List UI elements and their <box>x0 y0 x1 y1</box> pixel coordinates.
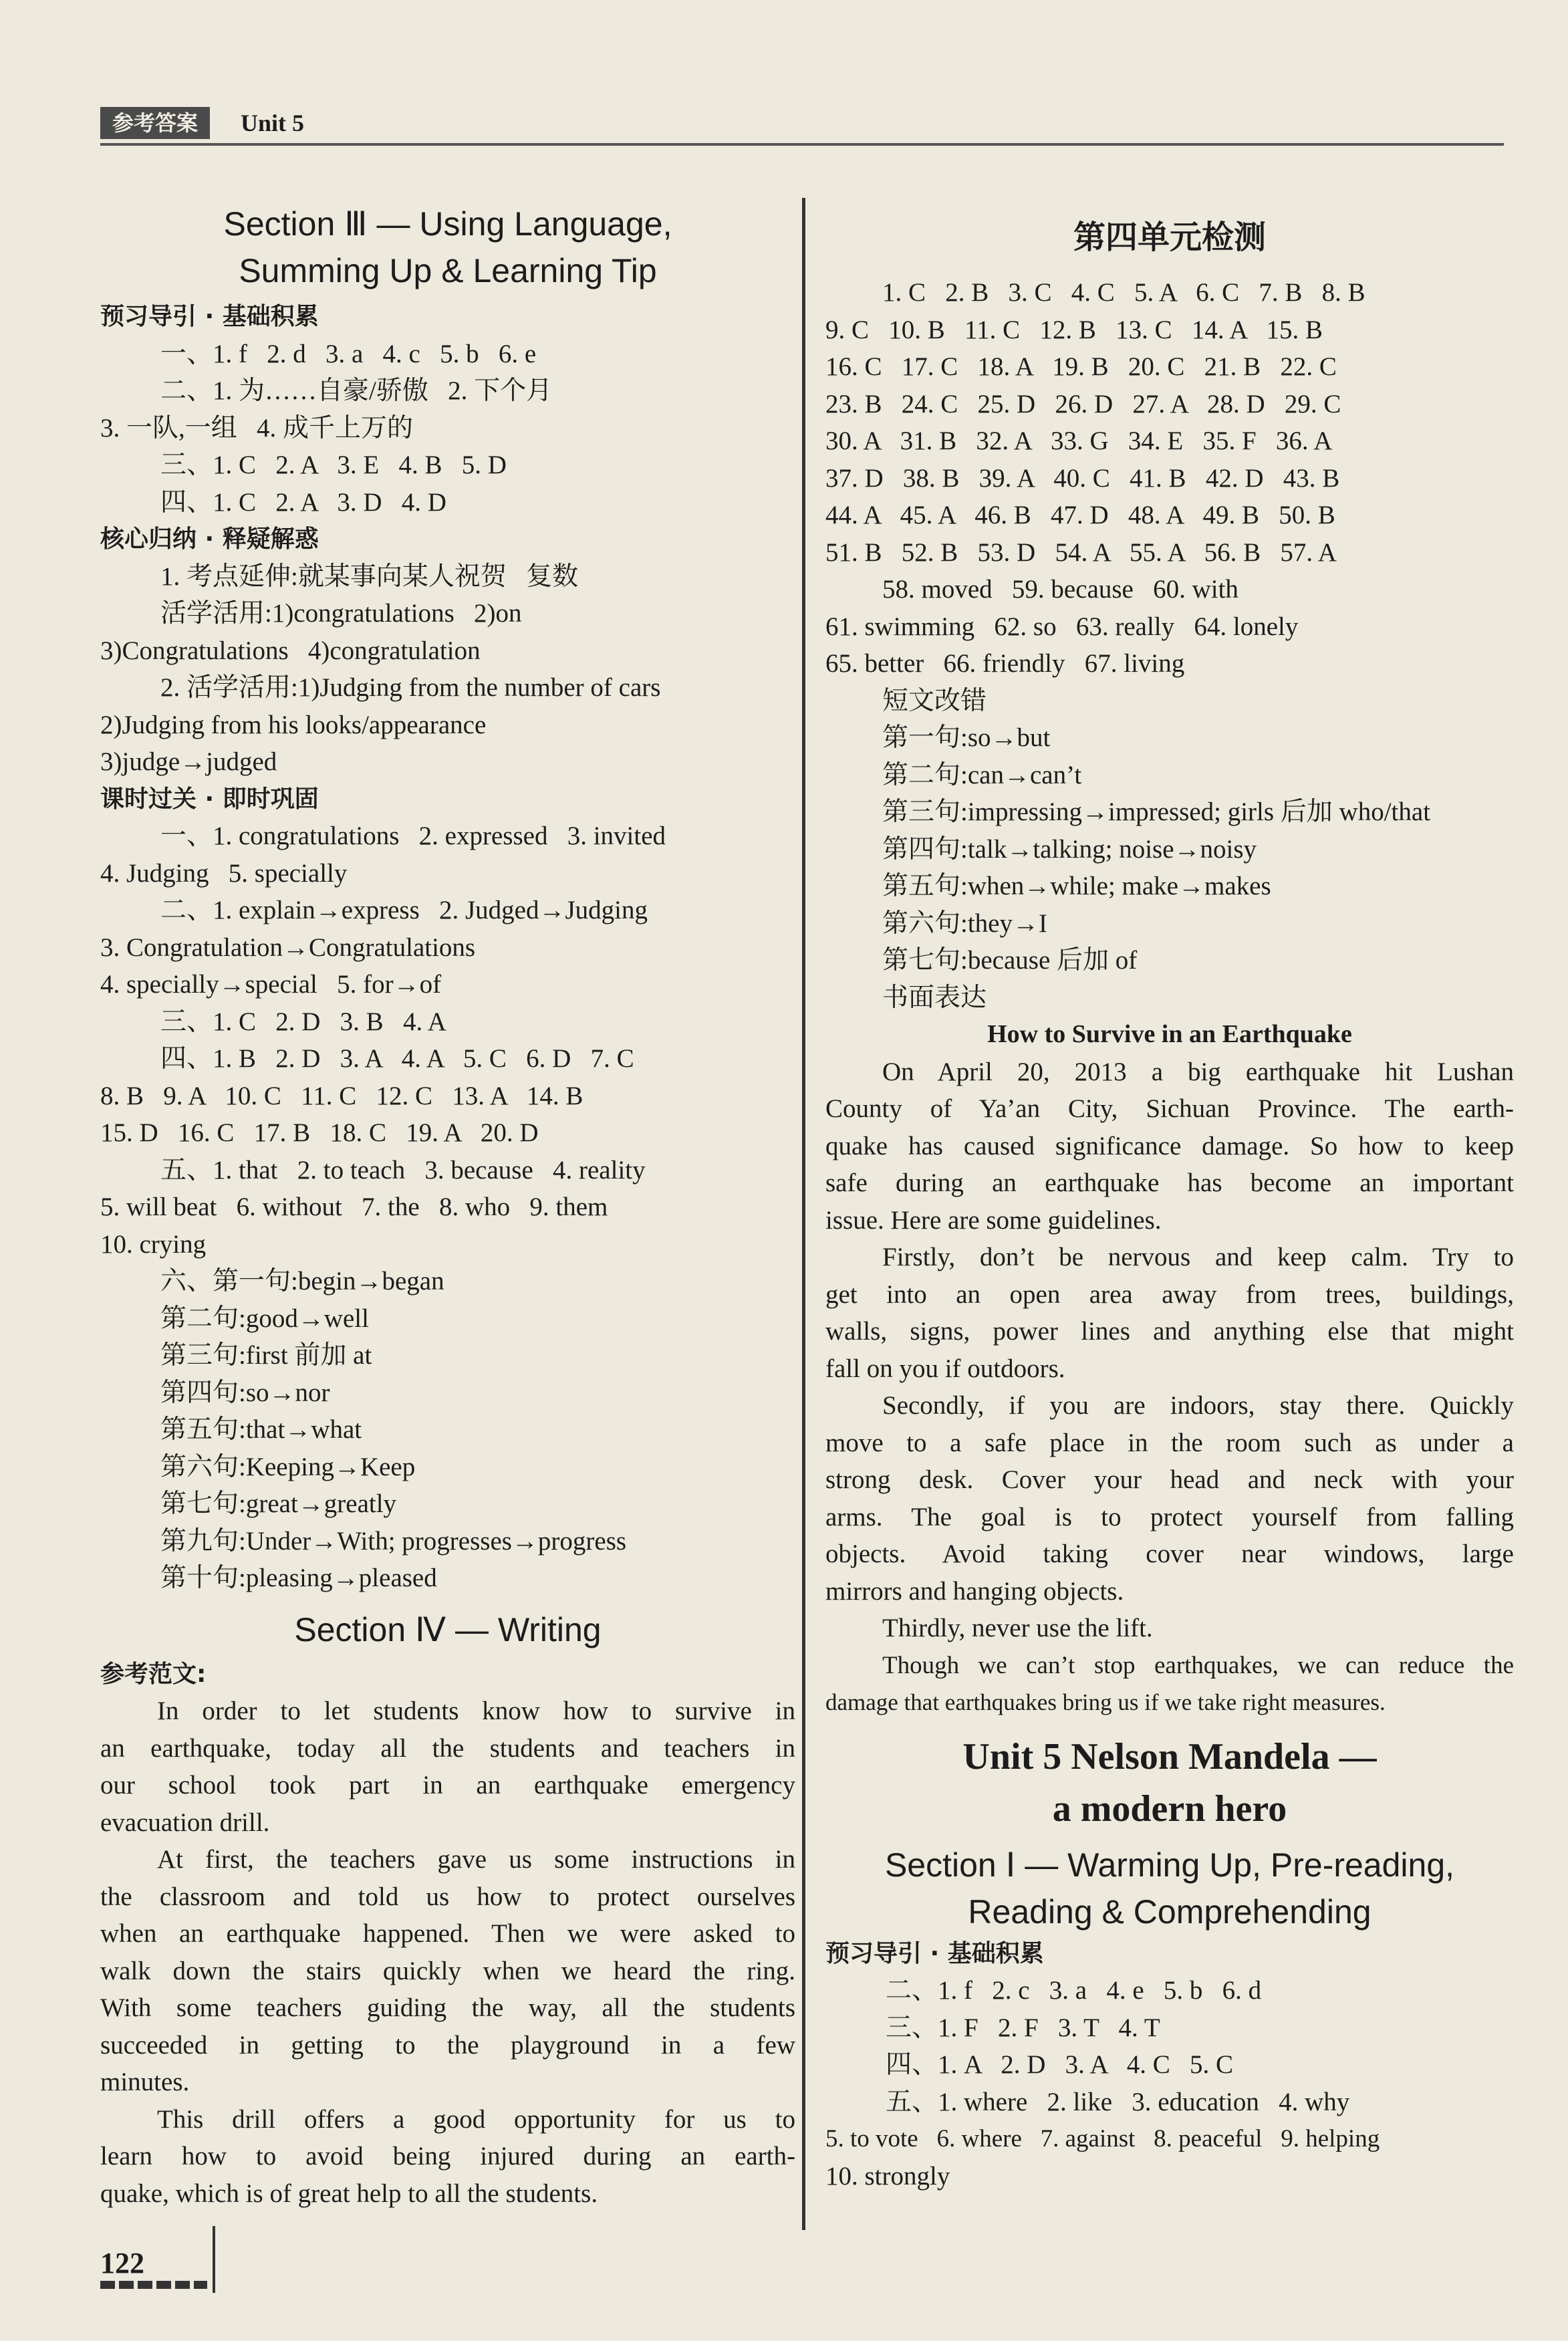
answer-line: 第二句:can→can’t <box>882 760 1082 789</box>
section-3-title-line2: Summing Up & Learning Tip <box>239 252 657 289</box>
essay-line: Though we can’t stop earthquakes, we can reduce the <box>882 1651 1514 1679</box>
answer-line: 二、1. f 2. c 3. a 4. e 5. b 6. d <box>886 1976 1262 2005</box>
essay-line: quake, which is of great help to all the students. <box>100 2179 598 2208</box>
essay-paragraph-1 <box>100 1693 795 1841</box>
answer-line: 51. B 52. B 53. D 54. A 55. A 56. B 57. A <box>825 537 1337 567</box>
answer-line: 四、1. C 2. A 3. D 4. D <box>160 487 446 517</box>
essay-line: move to a safe place in the room such as under a <box>825 1428 1514 1457</box>
answer-line: 第五句:that→what <box>160 1415 362 1444</box>
right-essay-paragraph-5 <box>825 1647 1514 1721</box>
right-essay-paragraph-1 <box>825 1054 1514 1239</box>
answer-line: 61. swimming 62. so 63. really 64. lonely <box>825 612 1299 641</box>
essay-line: issue. Here are some guidelines. <box>825 1205 1162 1235</box>
answer-line: 第三句:impressing→impressed; girls 后加 who/that <box>882 797 1431 826</box>
answer-line: 3)judge→judged <box>100 747 277 776</box>
page-number: 122 <box>100 2247 144 2280</box>
essay-line: when an earthquake happened. Then we were asked to <box>100 1919 795 1948</box>
answer-line: 第七句:because 后加 of <box>882 946 1138 975</box>
answer-line: 3)Congratulations 4)congratulation <box>100 636 481 665</box>
answer-line: 书面表达 <box>882 983 987 1012</box>
section-4-title: Section Ⅳ — Writing <box>294 1610 602 1648</box>
essay-line: County of Ya’an City, Sichuan Province. The earth- <box>825 1094 1514 1123</box>
section-1-title-line1: Section Ⅰ — Warming Up, Pre-reading, <box>884 1846 1455 1884</box>
header-tag: 参考答案 <box>100 107 210 139</box>
answer-line: 44. A 45. A 46. B 47. D 48. A 49. B 50. B <box>825 501 1335 529</box>
essay-line: Secondly, if you are indoors, stay there. Quickly <box>882 1391 1514 1420</box>
section-3-title-line1: Section Ⅲ — Using Language, <box>223 205 672 243</box>
answer-line: 3. Congratulation→Congratulations <box>100 933 476 962</box>
unit-5-title-line1: Unit 5 Nelson Mandela — <box>962 1735 1377 1777</box>
left-column <box>100 201 795 2212</box>
essay-line: evacuation drill. <box>100 1808 270 1837</box>
answer-line: 65. better 66. friendly 67. living <box>825 649 1185 678</box>
essay-line: This drill offers a good opportunity for us to <box>157 2104 795 2134</box>
answer-line: 第六句:they→I <box>882 908 1047 938</box>
answer-line: 2)Judging from his looks/appearance <box>100 710 487 739</box>
essay-line: arms. The goal is to protect yourself from falling <box>825 1502 1514 1531</box>
essay-line: the classroom and told us how to protect ourselves <box>100 1882 795 1911</box>
essay-paragraph-3 <box>100 2101 795 2213</box>
heading-practice: 课时过关 · 即时巩固 <box>100 785 319 813</box>
answer-line: 37. D 38. B 39. A 40. C 41. B 42. D 43. B <box>825 463 1340 493</box>
answer-line: 8. B 9. A 10. C 11. C 12. C 13. A 14. B <box>100 1081 583 1110</box>
answer-line: 短文改错 <box>882 686 987 715</box>
answer-line: 4. Judging 5. specially <box>100 858 348 888</box>
answer-line: 4. specially→special 5. for→of <box>100 970 442 999</box>
essay-line: In order to let students know how to survive in <box>157 1697 795 1725</box>
answer-line: 30. A 31. B 32. A 33. G 34. E 35. F 36. A <box>825 426 1333 455</box>
answer-line: 9. C 10. B 11. C 12. B 13. C 14. A 15. B <box>825 315 1323 344</box>
essay-line: minutes. <box>100 2068 190 2096</box>
answer-line: 第二句:good→well <box>160 1304 369 1333</box>
answer-line: 二、1. 为……自豪/骄傲 2. 下个月 <box>160 376 553 405</box>
essay-title: How to Survive in an Earthquake <box>987 1020 1352 1048</box>
answer-line: 二、1. explain→express 2. Judged→Judging <box>160 896 648 925</box>
answer-line: 四、1. B 2. D 3. A 4. A 5. C 6. D 7. C <box>160 1044 634 1073</box>
answer-line: 10. strongly <box>825 2161 950 2191</box>
page-header <box>94 99 1504 146</box>
essay-line: On April 20, 2013 a big earthquake hit Lushan <box>882 1057 1514 1086</box>
heading-sample-essay: 参考范文: <box>100 1660 207 1688</box>
unit-5-title-line2: a modern hero <box>1052 1788 1287 1830</box>
essay-line: get into an open area away from trees, buildings, <box>825 1279 1514 1309</box>
essay-line: strong desk. Cover your head and neck with your <box>825 1465 1514 1494</box>
header-unit: Unit 5 <box>241 110 305 136</box>
answer-line: 2. 活学活用:1)Judging from the number of cars <box>160 673 661 702</box>
answer-line: 第四句:so→nor <box>160 1378 330 1407</box>
essay-line: walk down the stairs quickly when we heard the ring. <box>100 1956 795 1985</box>
answer-line: 四、1. A 2. D 3. A 4. C 5. C <box>886 2050 1234 2079</box>
section-1-title-line2: Reading & Comprehending <box>968 1892 1371 1931</box>
essay-line: damage that earthquakes bring us if we take right measures. <box>825 1689 1386 1715</box>
answer-line: 23. B 24. C 25. D 26. D 27. A 28. D 29. C <box>825 389 1341 418</box>
answer-line: 五、1. where 2. like 3. education 4. why <box>886 2087 1350 2116</box>
answer-line: 58. moved 59. because 60. with <box>882 575 1238 604</box>
right-essay-paragraph-2 <box>825 1239 1514 1387</box>
answer-line: 第四句:talk→talking; noise→noisy <box>882 834 1257 864</box>
answer-line: 1. 考点延伸:就某事向某人祝贺 复数 <box>160 562 579 591</box>
heading-preview: 预习导引 · 基础积累 <box>100 303 319 330</box>
essay-line: At first, the teachers gave us some instructions in <box>157 1845 795 1874</box>
answer-line: 第五句:when→while; make→makes <box>882 872 1271 900</box>
essay-line: our school took part in an earthquake emergency <box>100 1771 795 1800</box>
answer-line: 第十句:pleasing→pleased <box>160 1564 437 1592</box>
unit-4-test-title: 第四单元检测 <box>1073 219 1266 256</box>
essay-line: quake has caused significance damage. So how to keep <box>825 1131 1514 1160</box>
essay-line: Thirdly, never use the lift. <box>882 1614 1153 1642</box>
answer-line: 第九句:Under→With; progresses→progress <box>160 1526 627 1556</box>
answer-line: 5. to vote 6. where 7. against 8. peaceful 9. helping <box>825 2125 1380 2152</box>
answer-line: 3. 一队,一组 4. 成千上万的 <box>100 413 414 443</box>
answer-line: 一、1. f 2. d 3. a 4. c 5. b 6. e <box>160 339 537 368</box>
essay-line: fall on you if outdoors. <box>825 1354 1065 1383</box>
answer-line: 五、1. that 2. to teach 3. because 4. reality <box>160 1155 646 1185</box>
answer-line: 三、1. F 2. F 3. T 4. T <box>886 2013 1160 2042</box>
answer-line: 三、1. C 2. D 3. B 4. A <box>160 1007 446 1036</box>
answer-line: 第六句:Keeping→Keep <box>160 1452 416 1481</box>
answer-line: 15. D 16. C 17. B 18. C 19. A 20. D <box>100 1118 539 1147</box>
answer-line: 六、第一句:begin→began <box>160 1267 444 1296</box>
essay-line: succeeded in getting to the playground in a few <box>100 2030 795 2060</box>
answer-line: 5. will beat 6. without 7. the 8. who 9. them <box>100 1193 608 1221</box>
essay-line: mirrors and hanging objects. <box>825 1576 1124 1606</box>
essay-line: walls, signs, power lines and anything else that might <box>825 1317 1514 1346</box>
answer-line: 1. C 2. B 3. C 4. C 5. A 6. C 7. B 8. B <box>882 278 1365 307</box>
essay-line: Firstly, don’t be nervous and keep calm. Try to <box>882 1243 1514 1271</box>
right-essay-paragraph-3 <box>825 1387 1514 1610</box>
right-column <box>825 201 1514 2195</box>
page-number-rule <box>213 2226 215 2293</box>
answer-line: 第一句:so→but <box>882 723 1051 752</box>
essay-line: With some teachers guiding the way, all the students <box>100 1993 795 2022</box>
answer-line: 一、1. congratulations 2. expressed 3. invited <box>160 822 666 850</box>
page-number-bar <box>100 2281 207 2289</box>
answer-line: 10. crying <box>100 1229 207 1259</box>
header-rule <box>100 143 1504 146</box>
essay-line: objects. Avoid taking cover near windows, large <box>825 1539 1514 1568</box>
answer-line: 第三句:first 前加 at <box>160 1341 372 1370</box>
answer-line: 16. C 17. C 18. A 19. B 20. C 21. B 22. C <box>825 352 1337 381</box>
essay-line: learn how to avoid being injured during an earth- <box>100 2142 795 2171</box>
column-divider <box>802 198 805 2230</box>
essay-paragraph-2 <box>100 1841 795 2101</box>
answer-line: 活学活用:1)congratulations 2)on <box>160 599 522 628</box>
essay-line: an earthquake, today all the students and teachers in <box>100 1733 795 1763</box>
answer-line: 第七句:great→greatly <box>160 1489 397 1518</box>
answer-line: 三、1. C 2. A 3. E 4. B 5. D <box>160 451 507 479</box>
heading-core: 核心归纳 · 释疑解惑 <box>100 525 319 553</box>
essay-line: safe during an earthquake has become an important <box>825 1168 1514 1197</box>
heading-preview: 预习导引 · 基础积累 <box>825 1939 1044 1967</box>
